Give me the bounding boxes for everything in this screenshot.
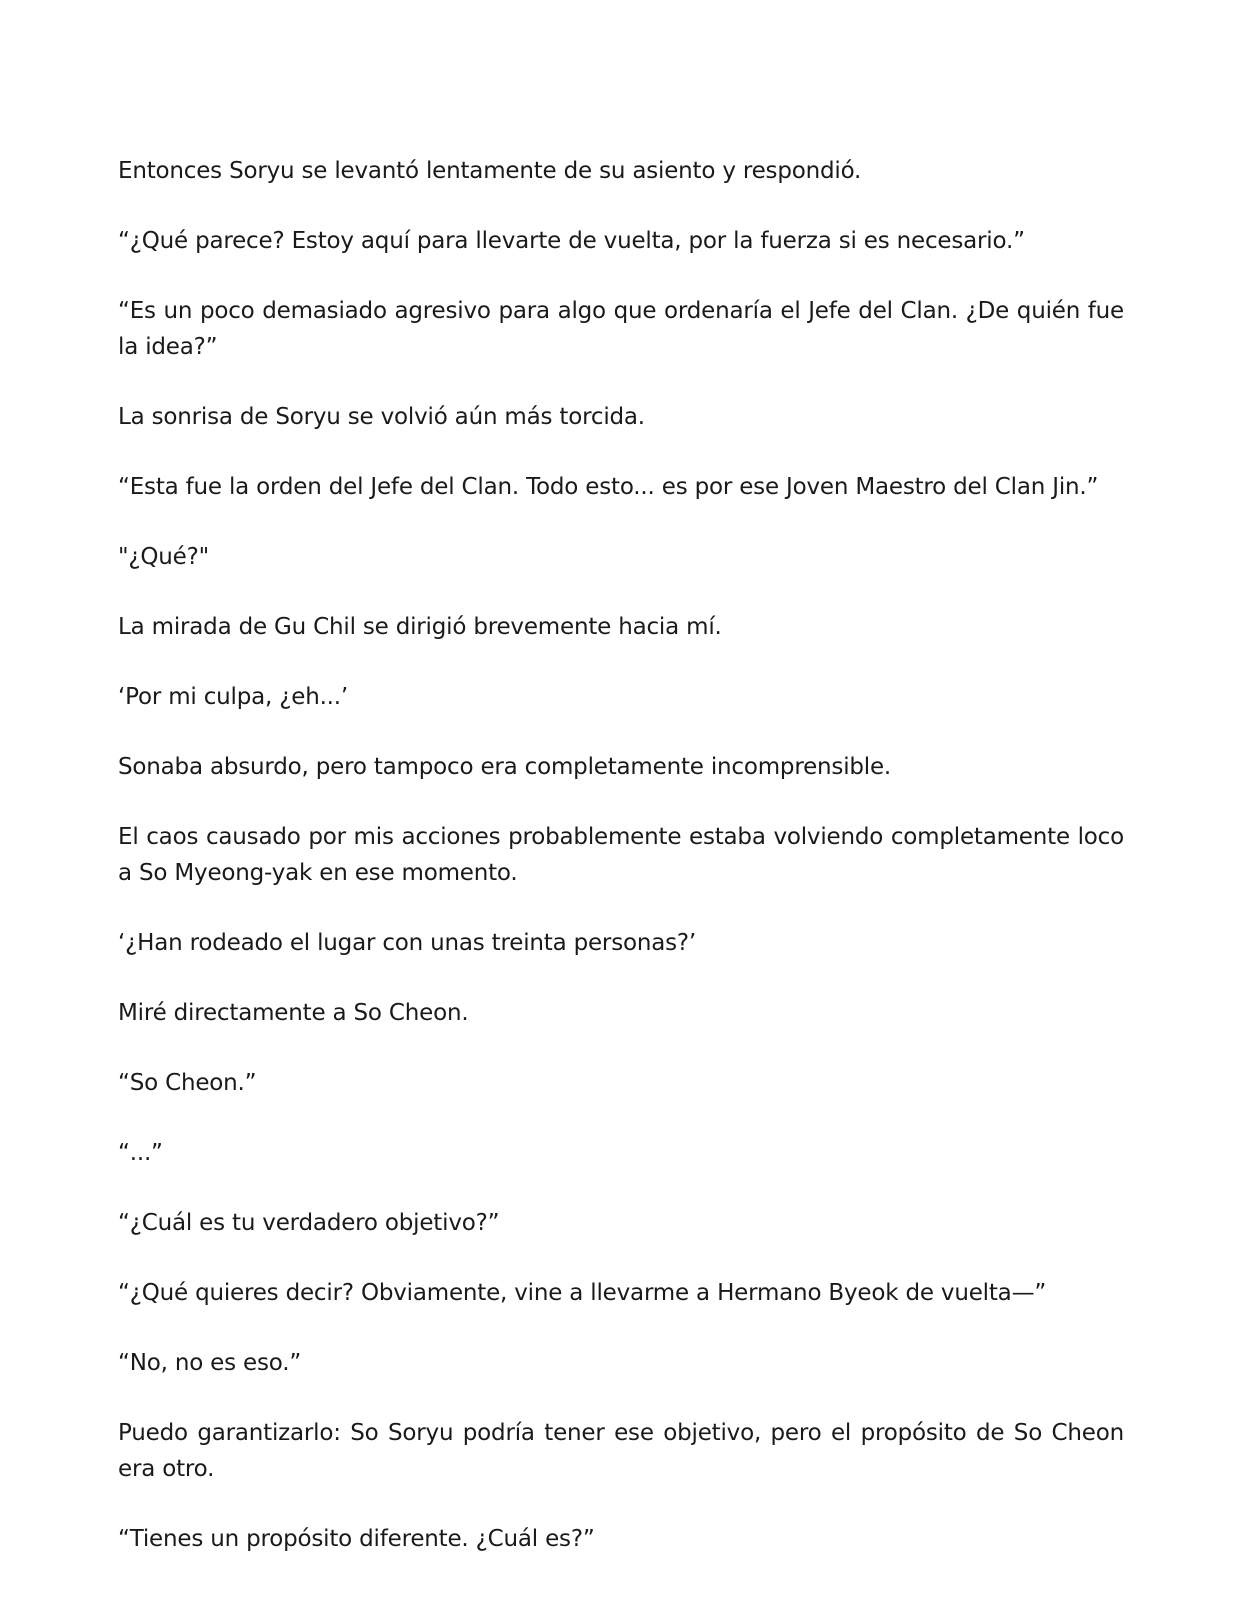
paragraph: “¿Qué quieres decir? Obviamente, vine a llevarme a Hermano Byeok de vuelta—” [118, 1280, 1047, 1306]
paragraph: “¿Cuál es tu verdadero objetivo?” [118, 1210, 500, 1236]
paragraph: “Esta fue la orden del Jefe del Clan. Todo esto... es por ese Joven Maestro del Clan Jin.” [118, 474, 1099, 500]
paragraph: Puedo garantizarlo: So Soryu podría tener ese objetivo, pero el propósito de So Cheon era otro. [118, 1420, 1124, 1482]
paragraph: Sonaba absurdo, pero tampoco era completamente incomprensible. [118, 754, 892, 780]
paragraph: “Tienes un propósito diferente. ¿Cuál es?” [118, 1526, 595, 1552]
document-body [118, 153, 1124, 1557]
paragraph: “¿Qué parece? Estoy aquí para llevarte de vuelta, por la fuerza si es necesario.” [118, 228, 1025, 254]
paragraph: Entonces Soryu se levantó lentamente de su asiento y respondió. [118, 158, 862, 184]
paragraph: Miré directamente a So Cheon. [118, 1000, 469, 1026]
paragraph: La mirada de Gu Chil se dirigió brevemente hacia mí. [118, 614, 722, 640]
paragraph: “...” [118, 1140, 163, 1166]
paragraph: “No, no es eso.” [118, 1350, 302, 1376]
paragraph: ‘Por mi culpa, ¿eh...’ [118, 684, 349, 710]
paragraph: El caos causado por mis acciones probablemente estaba volviendo completamente loco a So Myeong-yak en ese momento. [118, 824, 1124, 886]
paragraph: La sonrisa de Soryu se volvió aún más torcida. [118, 404, 645, 430]
paragraph: "¿Qué?" [118, 544, 210, 570]
paragraph: ‘¿Han rodeado el lugar con unas treinta personas?’ [118, 930, 697, 956]
paragraph: “Es un poco demasiado agresivo para algo que ordenaría el Jefe del Clan. ¿De quién fue la idea?” [118, 298, 1124, 360]
paragraph: “So Cheon.” [118, 1070, 257, 1096]
